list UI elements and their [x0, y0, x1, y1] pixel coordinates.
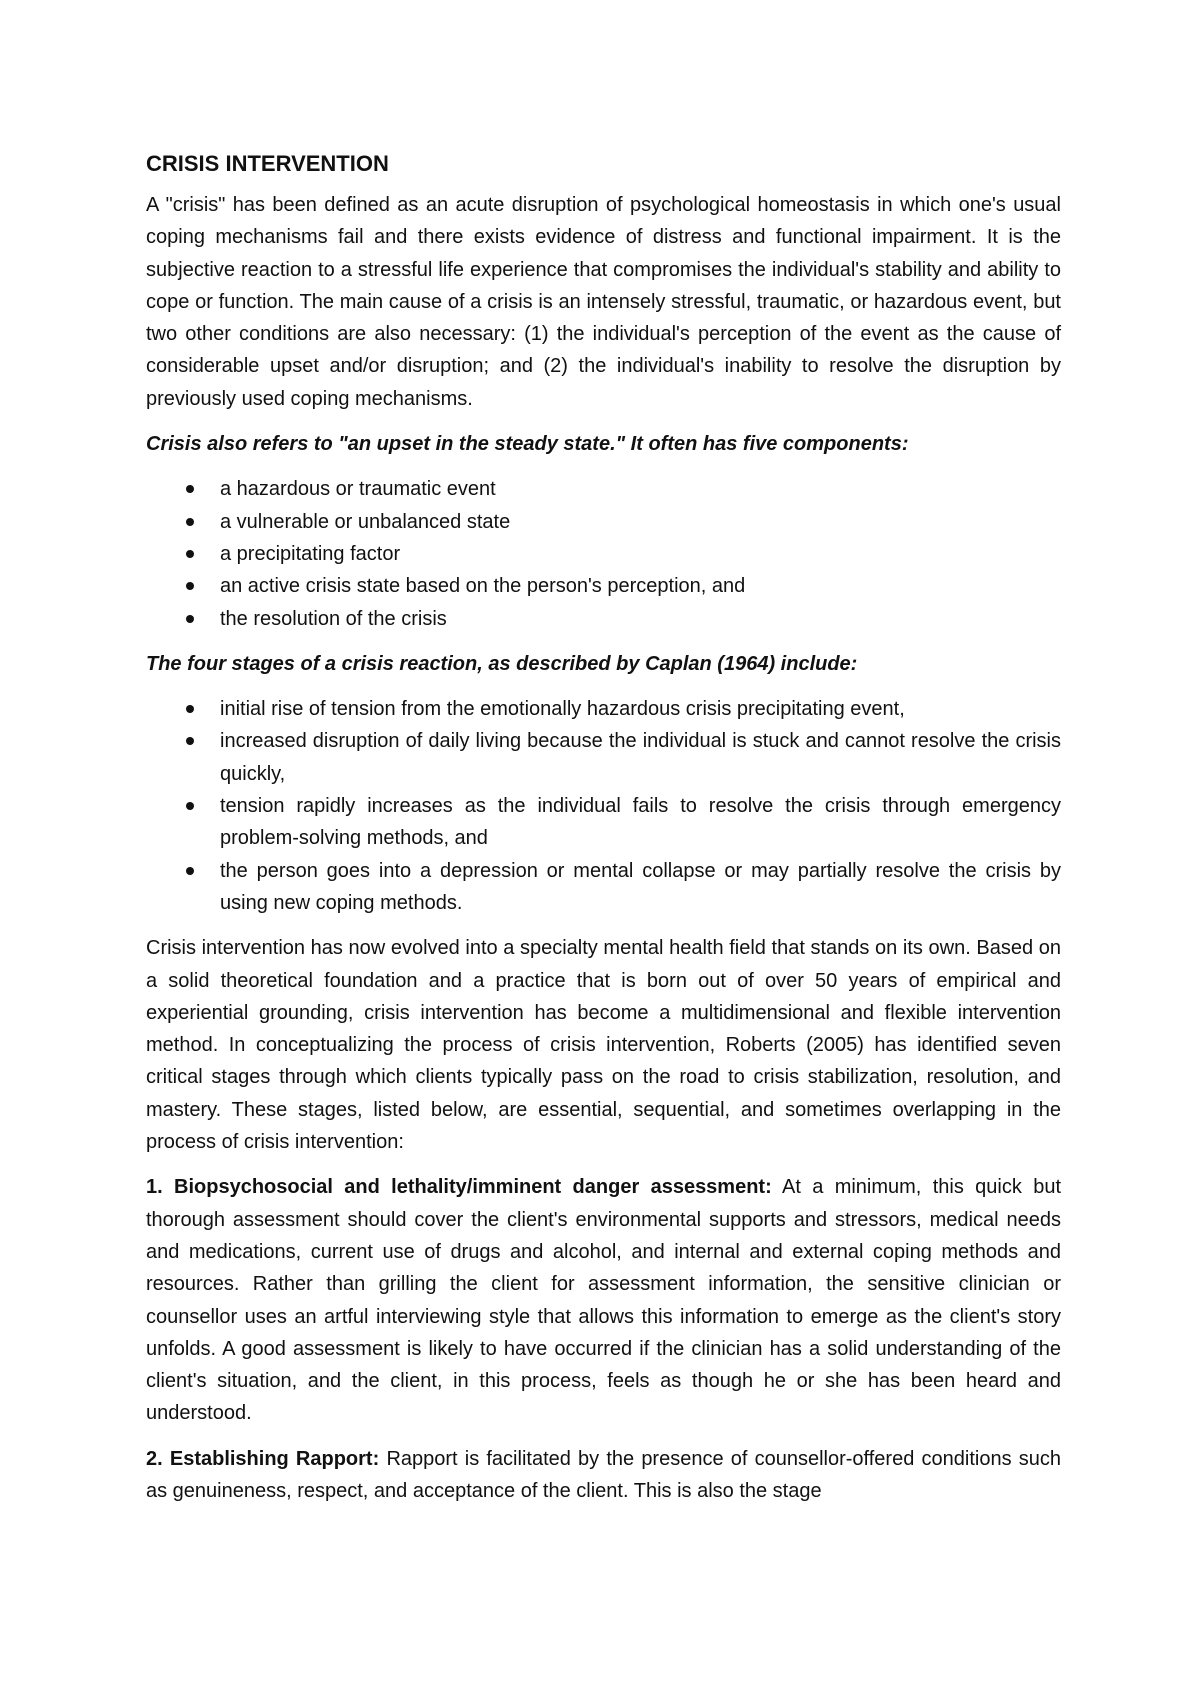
step-paragraph-1 — [146, 1171, 1061, 1429]
bullet-icon — [186, 582, 194, 590]
components-list — [146, 473, 1061, 634]
list-item-text: a hazardous or traumatic event — [220, 478, 496, 501]
stages-list — [146, 693, 1061, 919]
document-title: CRISIS INTERVENTION — [146, 151, 389, 176]
list-item — [146, 570, 1061, 602]
bullet-icon — [186, 615, 194, 623]
bullet-icon — [186, 518, 194, 526]
list-item-text: initial rise of tension from the emotionally hazardous crisis precipitating event, — [220, 698, 905, 721]
list-item-text: the resolution of the crisis — [220, 607, 447, 630]
bullet-icon — [186, 867, 194, 875]
step-label: 2. Establishing Rapport: — [146, 1447, 380, 1470]
step-text: At a minimum, this quick but thorough assessment should cover the client's environmental supports and stressors, medical needs and medications, current use of drugs and alcohol, and internal and external coping methods and resources. Rather than grilling the client for assessment information, the sensitive clinician or counsellor uses an artful interviewing style that allows this information to emerge as the client's story unfolds. A good assessment is likely to have occurred if the clinician has a solid understanding of the client's situation, and the client, in this process, feels as though he or she has been heard and understood. — [146, 1176, 1061, 1425]
components-heading: Crisis also refers to "an upset in the steady state." It often has five components: — [146, 433, 909, 456]
step-paragraph-2 — [146, 1443, 1061, 1508]
step-text: Rapport is facilitated by the presence of counsellor-offered conditions such as genuineness, respect, and acceptance of the client. This is also the stage — [146, 1447, 1061, 1502]
list-item — [146, 693, 1061, 725]
list-item — [146, 725, 1061, 790]
intro-paragraph: A "crisis" has been defined as an acute disruption of psychological homeostasis in which one's usual coping mechanisms fail and there exists evidence of distress and functional impairment. It is the subjective reaction to a stressful life experience that compromises the individual's stability and ability to cope or function. The main cause of a crisis is an intensely stressful, traumatic, or hazardous event, but two other conditions are also necessary: (1) the individual's perception of the event as the cause of considerable upset and/or disruption; and (2) the individual's inability to resolve the disruption by previously used coping mechanisms. — [146, 194, 1061, 410]
list-item-text: increased disruption of daily living because the individual is stuck and cannot resolve the crisis quickly, — [220, 730, 1061, 785]
list-item-text: a precipitating factor — [220, 542, 401, 565]
list-item — [146, 506, 1061, 538]
list-item — [146, 473, 1061, 505]
list-item — [146, 603, 1061, 635]
bullet-icon — [186, 737, 194, 745]
list-item — [146, 538, 1061, 570]
list-item-text: the person goes into a depression or mental collapse or may partially resolve the crisis by using new coping methods. — [220, 859, 1061, 914]
list-item-text: a vulnerable or unbalanced state — [220, 510, 511, 533]
list-item — [146, 855, 1061, 920]
stages-heading: The four stages of a crisis reaction, as described by Caplan (1964) include: — [146, 652, 858, 675]
document-content — [146, 148, 1061, 1520]
bullet-icon — [186, 705, 194, 713]
evolution-paragraph: Crisis intervention has now evolved into a specialty mental health field that stands on its own. Based on a solid theoretical foundation and a practice that is born out of over 50 years of empirical and experiential grounding, crisis intervention has become a multidimensional and flexible intervention method. In conceptualizing the process of crisis intervention, Roberts (2005) has identified seven critical stages through which clients typically pass on the road to crisis stabilization, resolution, and mastery. These stages, listed below, are essential, sequential, and sometimes overlapping in the process of crisis intervention: — [146, 937, 1061, 1154]
bullet-icon — [186, 802, 194, 810]
list-item-text: an active crisis state based on the person's perception, and — [220, 575, 746, 598]
bullet-icon — [186, 550, 194, 558]
bullet-icon — [186, 485, 194, 493]
list-item-text: tension rapidly increases as the individual fails to resolve the crisis through emergency problem-solving methods, and — [220, 795, 1061, 850]
step-label: 1. Biopsychosocial and lethality/imminent danger assessment: — [146, 1176, 772, 1199]
list-item — [146, 790, 1061, 855]
